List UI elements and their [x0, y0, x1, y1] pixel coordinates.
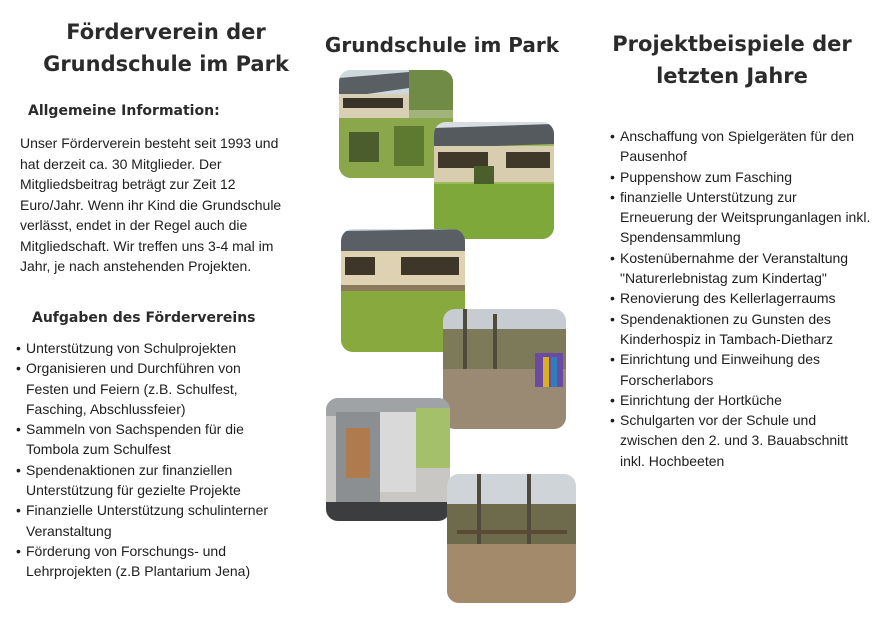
list-item: • Puppenshow zum Fasching	[610, 167, 872, 187]
list-item: • Unterstützung von Schulprojekten	[16, 338, 286, 358]
projects-title: Projektbeispiele der letzten Jahre	[612, 32, 852, 88]
club-title: Förderverein der Grundschule im Park	[43, 20, 289, 76]
list-item: • Förderung von Forschungs- und Lehrprojekten (z.B Plantarium Jena)	[16, 541, 286, 582]
list-item: • Schulgarten vor der Schule und zwischen den 2. und 3. Bauabschnitt inkl. Hochbeeten	[610, 410, 872, 471]
list-item: • Organisieren und Durchführen von Festen und Feiern (z.B. Schulfest, Fasching, Abschlussfeier)	[16, 358, 286, 419]
list-item: • Sammeln von Sachspenden für die Tombola zum Schulfest	[16, 419, 286, 460]
projects-list	[610, 126, 872, 471]
school-title: Grundschule im Park	[324, 33, 560, 57]
list-item: • Einrichtung der Hortküche	[610, 390, 872, 410]
science-lab-photo	[326, 398, 450, 521]
tasks-list	[16, 338, 286, 582]
list-item: • Spendenaktionen zu Gunsten des Kinderhospiz in Tambach-Dietharz	[610, 309, 872, 350]
park-playhouse-photo	[443, 309, 566, 429]
list-item: • Renovierung des Kellerlagerraums	[610, 288, 872, 308]
school-lawn-photo	[434, 122, 554, 239]
list-item: • Finanzielle Unterstützung schulinterner Veranstaltung	[16, 500, 286, 541]
tasks-heading: Aufgaben des Fördervereins	[32, 310, 256, 326]
list-item: • Einrichtung und Einweihung des Forscherlabors	[610, 349, 872, 390]
schoolyard-photo	[447, 474, 576, 603]
list-item: • Spendenaktionen zur finanziellen Unterstützung für gezielte Projekte	[16, 460, 286, 501]
list-item: • finanzielle Unterstützung zur Erneuerung der Weitsprunganlagen inkl. Spendensammlung	[610, 187, 872, 248]
info-paragraph: Unser Förderverein besteht seit 1993 und hat derzeit ca. 30 Mitglieder. Der Mitgliedsbeitrag beträgt zur Zeit 12 Euro/Jahr. Wenn ihr Kind die Grundschule verlässt, endet in der Regel auch die Mitgliedschaft. Wir treffen uns 3-4 mal im Jahr, je nach anstehenden Projekten.	[20, 135, 282, 274]
info-heading: Allgemeine Information:	[28, 103, 220, 119]
list-item: • Kostenübernahme der Veranstaltung "Naturerlebnistag zum Kindertag"	[610, 248, 872, 289]
list-item: • Anschaffung von Spielgeräten für den Pausenhof	[610, 126, 872, 167]
